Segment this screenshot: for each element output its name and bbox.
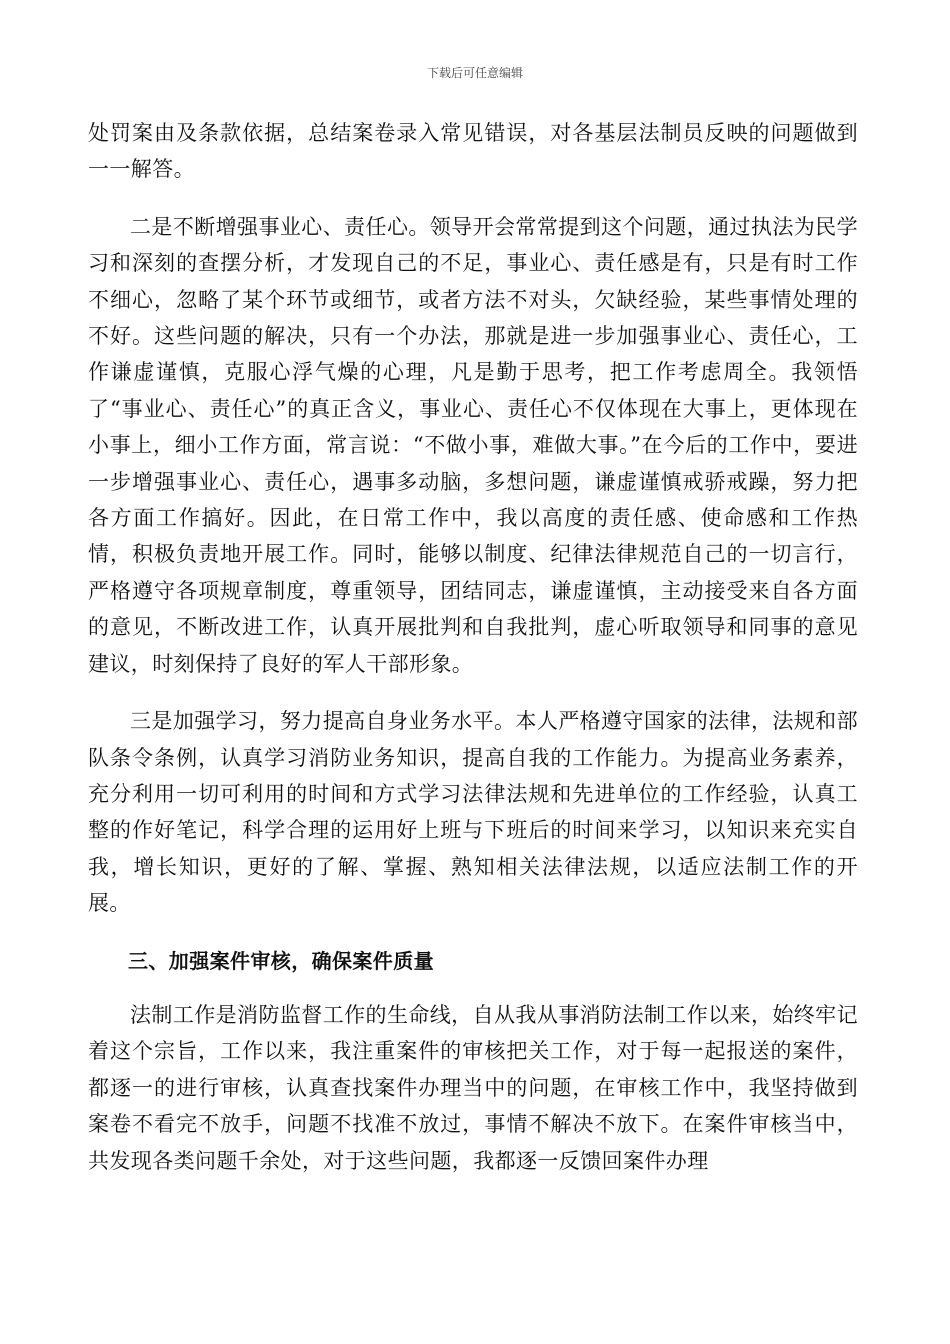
paragraph-study: 三是加强学习，努力提高自身业务水平。本人严格遵守国家的法律，法规和部队条令条例，认真学习消防业务知识，提高自我的工作能力。为提高业务素养，充分利用一切可利用的时间和方式学习法律法规和先进单位的工作经验，认真工整的作好笔记，科学合理的运用好上班与下班后的时间来学习，以知识来充实自我，增长知识，更好的了解、掌握、熟知相关法律法规，以适应法制工作的开展。: [88, 709, 858, 916]
paragraph-responsibility: 二是不断增强事业心、责任心。领导开会常常提到这个问题，通过执法为民学习和深刻的查摆分析，才发现自己的不足，事业心、责任感是有，只是有时工作不细心，忽略了某个环节或细节，或者方法不对头，欠缺经验，某些事情处理的不好。这些问题的解决，只有一个办法，那就是进一步加强事业心、责任心，工作谦虚谨慎，克服心浮气燥的心理，凡是勤于思考，把工作考虑周全。我领悟了“事业心、责任心”的真正含义，事业心、责任心不仅体现在大事上，更体现在小事上，细小工作方面，常言说：“不做小事，难做大事。”在今后的工作中，要进一步增强事业心、责任心，遇事多动脑，多想问题，谦虚谨慎戒骄戒躁，努力把各方面工作搞好。因此，在日常工作中，我以高度的责任感、使命感和工作热情，积极负责地开展工作。同时，能够以制度、纪律法律规范自己的一切言行，严格遵守各项规章制度，尊重领导，团结同志，谦虚谨慎，主动接受来自各方面的意见，不断改进工作，认真开展批判和自我批判，虚心听取领导和同事的意见建议，时刻保持了良好的军人干部形象。: [88, 214, 858, 676]
section-heading: 三、加强案件审核，确保案件质量: [128, 948, 434, 973]
paragraph-continued: 处罚案由及条款依据，总结案卷录入常见错误，对各基层法制员反映的问题做到一一解答。: [88, 121, 858, 182]
document-body: [88, 115, 858, 1200]
page-header-note: 下载后可任意编辑: [426, 66, 523, 80]
paragraph-case-review: 法制工作是消防监督工作的生命线，自从我从事消防法制工作以来，始终牢记着这个宗旨，工作以来，我注重案件的审核把关工作，对于每一起报送的案件，都逐一的进行审核，认真查找案件办理当中的问题，在审核工作中，我坚持做到案卷不看完不放手，问题不找准不放过，事情不解决不放下。在案件审核当中，共发现各类问题千余处，对于这些问题，我都逐一反馈回案件办理: [88, 1002, 858, 1173]
